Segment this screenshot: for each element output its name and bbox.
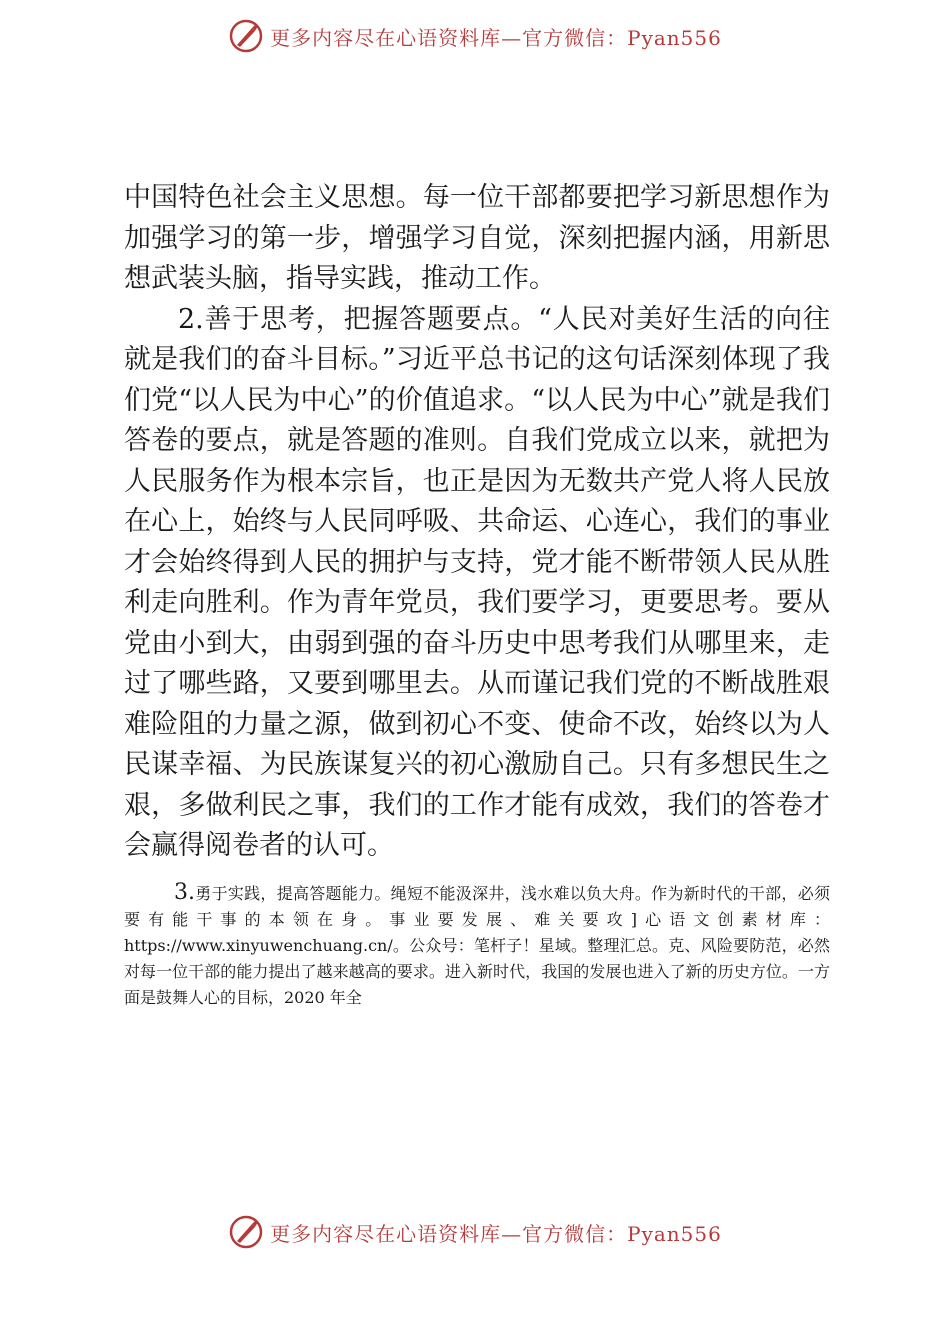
paragraph-3 <box>124 880 830 1011</box>
pen-logo-icon <box>228 1214 264 1250</box>
paragraph-3-number: 3. <box>174 880 195 905</box>
paragraph-2: 2.善于思考，把握答题要点。“人民对美好生活的向往就是我们的奋斗目标。”习近平总书记的这句话深刻体现了我们党“以人民为中心”的价值追求。“以人民为中心”就是我们答卷的要点，就是答题的准则。自我们党成立以来，就把为人民服务作为根本宗旨，也正是因为无数共产党人将人民放在心上，始终与人民同呼吸、共命运、心连心，我们的事业才会始终得到人民的拥护与支持，党才能不断带领人民从胜利走向胜利。作为青年党员，我们要学习，更要思考。要从党由小到大，由弱到强的奋斗历史中思考我们从哪里来，走过了哪些路，又要到哪里去。从而谨记我们党的不断战胜艰难险阻的力量之源，做到初心不变、使命不改，始终以为人民谋幸福、为民族谋复兴的初心激励自己。只有多想民生之艰，多做利民之事，我们的工作才能有成效，我们的答卷才会赢得阅卷者的认可。 <box>124 303 830 861</box>
header-banner-text: 更多内容尽在心语资料库—官方微信：Pyan556 <box>270 25 722 50</box>
footer-banner <box>0 1212 950 1252</box>
paragraph-3-text: 勇于实践，提高答题能力。绳短不能汲深井，浅水难以负大舟。作为新时代的干部，必须要有能干事的本领在身。事业要发展、难关要攻]心语文创素材库：https://www.xinyuwenchuang.cn/。公众号：笔杆子！星域。整理汇总。克、风险要防范，必然对每一位干部的能力提出了越来越高的要求。进入新时代，我国的发展也进入了新的历史方位。一方面是鼓舞人心的目标，2020 年全 <box>124 884 830 1007</box>
pen-logo-icon <box>228 18 264 54</box>
footer-banner-text: 更多内容尽在心语资料库—官方微信：Pyan556 <box>270 1221 722 1246</box>
paragraph-1: 中国特色社会主义思想。每一位干部都要把学习新思想作为加强学习的第一步，增强学习自觉，深刻把握内涵，用新思想武装头脑，指导实践，推动工作。 <box>124 182 830 294</box>
main-text <box>124 178 830 867</box>
header-banner <box>0 16 950 56</box>
